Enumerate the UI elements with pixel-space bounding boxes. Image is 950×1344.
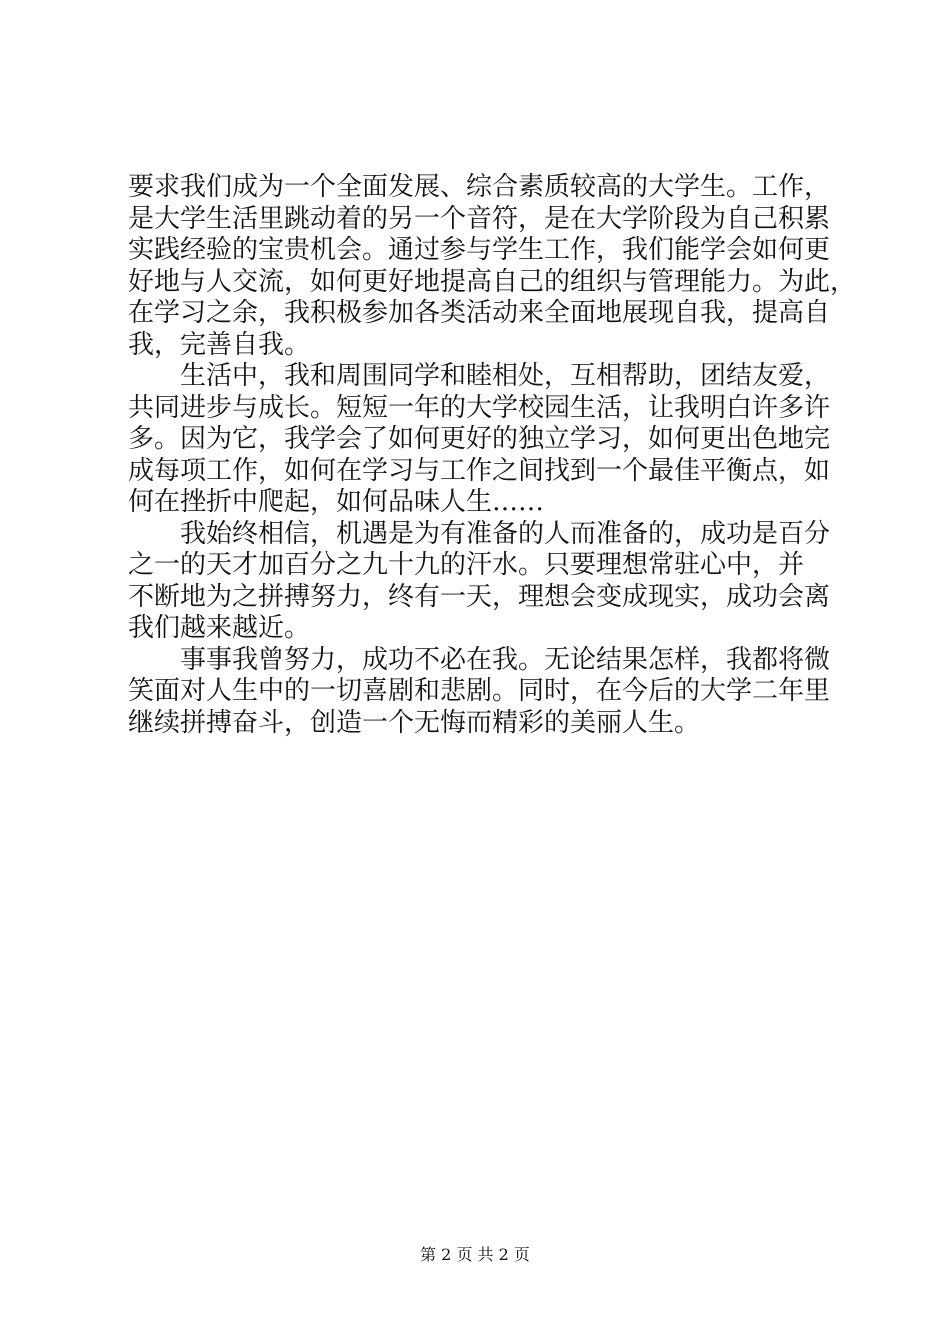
text-line: 实践经验的宝贵机会。通过参与学生工作，我们能学会如何更 — [128, 235, 831, 265]
text-line: 在学习之余，我积极参加各类活动来全面地展现自我，提高自 — [128, 298, 831, 328]
text-line: 事事我曾努力，成功不必在我。无论结果怎样，我都将微 — [180, 644, 831, 675]
text-line: 我们越来越近。 — [128, 613, 311, 643]
text-line: 不断地为之拼搏努力，终有一天，理想会变成现实，成功会离 — [128, 581, 831, 612]
text-line: 生活中，我和周围同学和睦相处，互相帮助，团结友爱， — [180, 361, 831, 391]
paragraph-2 — [128, 361, 840, 519]
text-line: 多。因为它，我学会了如何更好的独立学习，如何更出色地完 — [128, 424, 831, 454]
text-line: 好地与人交流，如何更好地提高自己的组织与管理能力。为此， — [128, 266, 857, 297]
text-line: 笑面对人生中的一切喜剧和悲剧。同时，在今后的大学二年里 — [128, 676, 831, 706]
text-line: 继续拼搏奋斗，创造一个无悔而精彩的美丽人生。 — [128, 707, 701, 738]
paragraph-4 — [128, 645, 840, 740]
text-line: 我始终相信，机遇是为有准备的人而准备的，成功是百分 — [180, 518, 831, 549]
paragraph-1 — [128, 172, 857, 361]
text-line: 何在挫折中爬起，如何品味人生…… — [128, 487, 545, 517]
page-number-footer: 第 2 页 共 2 页 — [420, 1245, 530, 1264]
body-text — [128, 172, 857, 739]
text-line: 是大学生活里跳动着的另一个音符，是在大学阶段为自己积累 — [128, 203, 831, 234]
text-line: 成每项工作，如何在学习与工作之间找到一个最佳平衡点，如 — [128, 455, 831, 486]
text-line: 共同进步与成长。短短一年的大学校园生活，让我明白许多许 — [128, 392, 831, 423]
text-line: 要求我们成为一个全面发展、综合素质较高的大学生。工作， — [128, 172, 831, 202]
paragraph-3 — [128, 519, 840, 645]
text-line: 之一的天才加百分之九十九的汗水。只要理想常驻心中，并 — [128, 550, 805, 580]
text-line: 我，完善自我。 — [128, 329, 311, 360]
